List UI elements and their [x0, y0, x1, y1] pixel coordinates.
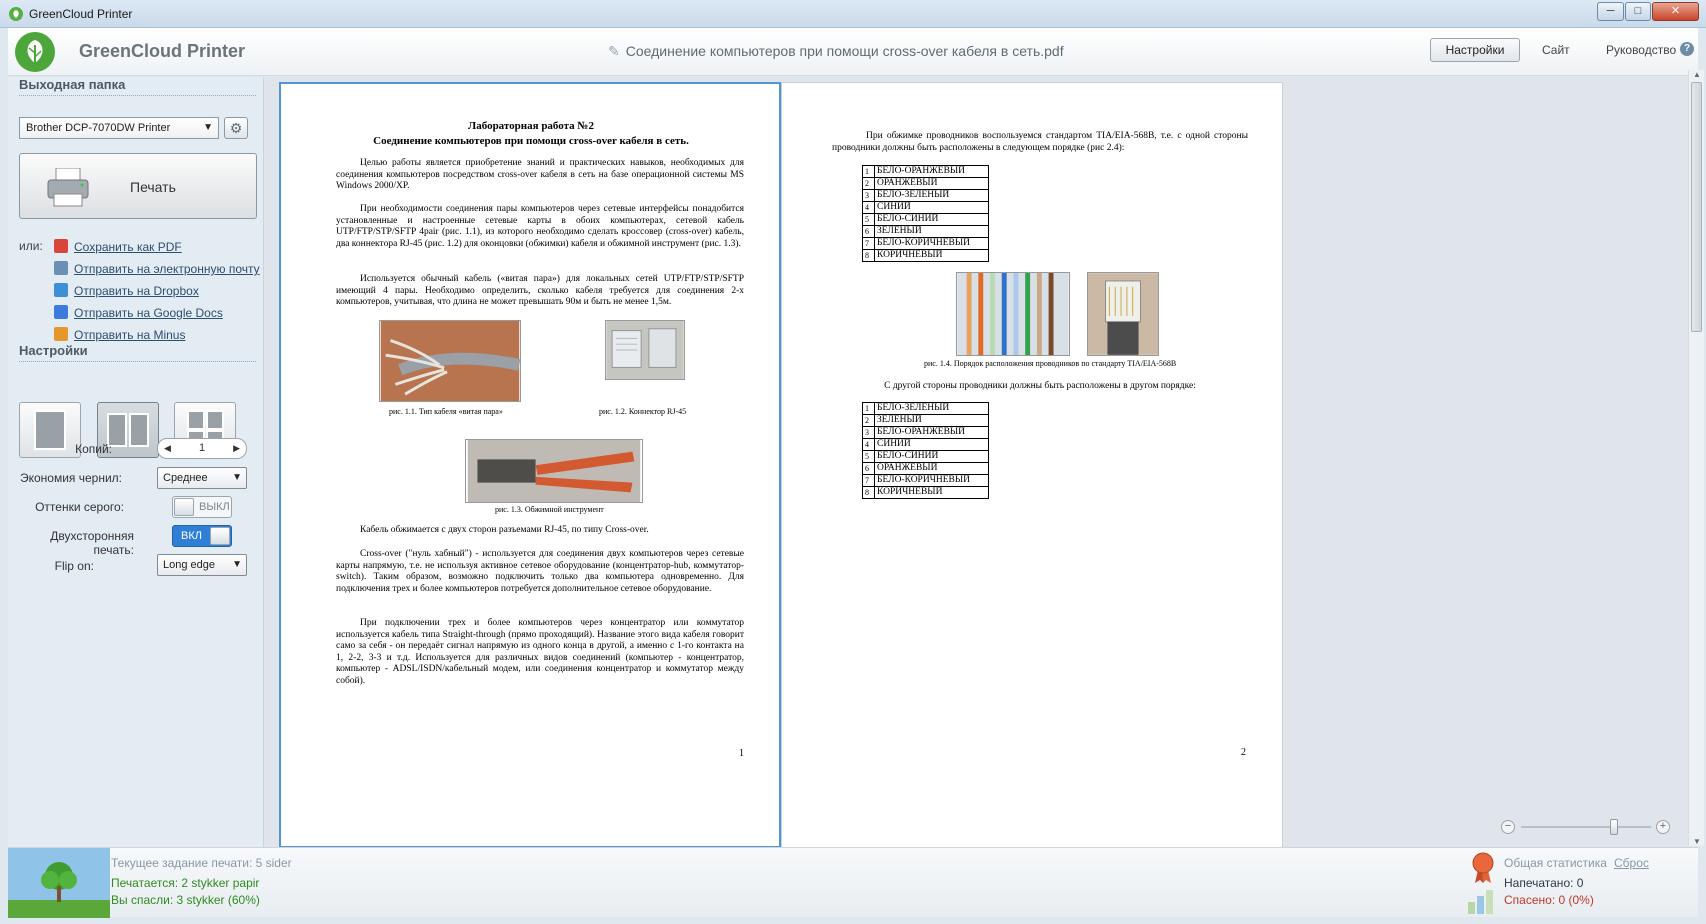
- flip-label: Flip on:: [54, 559, 94, 573]
- table-row: [863, 403, 989, 415]
- wire-color: ЗЕЛЕНЫЙ: [875, 226, 989, 238]
- page-thumb-icon: [206, 410, 224, 430]
- cable-photo: [379, 320, 521, 402]
- dropbox-icon: [54, 283, 68, 297]
- page-thumb-icon: [187, 410, 205, 430]
- wire-order-table-2: [862, 402, 989, 499]
- grayscale-state: ВЫКЛ: [199, 501, 230, 513]
- google-docs-icon: [54, 305, 68, 319]
- chevron-down-icon: ▼: [232, 472, 242, 483]
- wire-number: 3: [863, 190, 875, 202]
- wire-number: 8: [863, 487, 875, 499]
- zoom-in-icon[interactable]: +: [1656, 820, 1670, 834]
- chevron-down-icon: ▼: [203, 122, 213, 133]
- maximize-button[interactable]: □: [1625, 2, 1651, 21]
- printer-icon: [46, 168, 90, 208]
- wires-photo: [956, 272, 1070, 356]
- share-label: Отправить на Minus: [74, 328, 186, 342]
- wire-color: БЕЛО-КОРИЧНЕВЫЙ: [875, 475, 989, 487]
- wire-number: 1: [863, 403, 875, 415]
- saved-text: Вы спасли: 3 stykker (60%): [111, 893, 260, 907]
- settings-title: Настройки: [19, 343, 88, 358]
- share-label: Отправить на Google Docs: [74, 306, 223, 320]
- preview-area: [265, 77, 1689, 847]
- paragraph: При необходимости соединения пары компьютеров через сетевые интерфейсы понадобится установленные и настроенные сетевые карты в обоих компьютерах, сетевой кабель UTP/FTP/STP/SFTP 4pair (рис. 1.1), из которого необходимо сделать кроссовер (cross-over) кабель, два коннектора RJ-45 (рис. 1.2) для оконцовки (обжимки) кабеля и обжимной инструмент (рис. 1.3).: [336, 204, 744, 249]
- increment-icon[interactable]: ▶: [233, 443, 240, 453]
- wire-color: БЕЛО-ОРАНЖЕВЫЙ: [875, 427, 989, 439]
- table-row: [863, 202, 989, 214]
- left-panel: [8, 77, 264, 847]
- wire-color: КОРИЧНЕВЫЙ: [875, 487, 989, 499]
- table-row: [863, 475, 989, 487]
- decrement-icon[interactable]: ◀: [164, 443, 171, 453]
- copies-stepper[interactable]: [157, 438, 247, 459]
- duplex-state: ВКЛ: [181, 530, 202, 542]
- rj45-connector-photo: [605, 320, 685, 380]
- table-row: [863, 178, 989, 190]
- tree-illustration-icon: [8, 848, 110, 918]
- paragraph: С другой стороны проводники должны быть расположены в другом порядке:: [884, 381, 1196, 391]
- figure-caption: рис. 1.3. Обжимной инструмент: [495, 505, 604, 514]
- printer-select[interactable]: [19, 117, 219, 139]
- gear-icon: ⚙: [229, 120, 243, 136]
- grayscale-toggle[interactable]: [172, 496, 232, 518]
- preview-page-2[interactable]: [781, 82, 1283, 848]
- share-label: Отправить на электронную почту: [74, 262, 260, 276]
- print-button[interactable]: [19, 153, 257, 219]
- rj45-photo: [1087, 272, 1159, 356]
- zoom-slider-track[interactable]: [1521, 826, 1651, 828]
- table-row: [863, 214, 989, 226]
- wire-color: ЗЕЛЕНЫЙ: [875, 415, 989, 427]
- output-folder-title: Выходная папка: [19, 77, 126, 92]
- page-heading: Лабораторная работа №2: [468, 120, 594, 132]
- save-as-pdf-link[interactable]: [54, 239, 182, 254]
- document-title[interactable]: [608, 43, 1064, 60]
- divider: [19, 95, 256, 96]
- wire-color: ОРАНЖЕВЫЙ: [875, 463, 989, 475]
- greencloud-logo-icon: [14, 31, 56, 73]
- window-title: GreenCloud Printer: [29, 7, 133, 21]
- zoom-out-icon[interactable]: −: [1501, 820, 1515, 834]
- help-icon[interactable]: ?: [1680, 42, 1694, 56]
- wire-color: БЕЛО-ЗЕЛЕНЫЙ: [875, 403, 989, 415]
- duplex-label: Двухсторонняя печать:: [50, 529, 134, 557]
- scroll-thumb[interactable]: [1691, 82, 1702, 332]
- page-heading: Соединение компьютеров при помощи cross-over кабеля в сеть.: [373, 135, 689, 147]
- copies-label: Копий:: [75, 442, 112, 456]
- wire-color: СИНИЙ: [875, 439, 989, 451]
- flip-value: Long edge: [163, 559, 215, 571]
- guide-link[interactable]: Руководство: [1606, 43, 1677, 57]
- crimping-tool-photo: [465, 439, 643, 503]
- printed-count: Напечатано: 0: [1504, 876, 1584, 890]
- chevron-down-icon: ▼: [232, 559, 242, 570]
- wire-color: БЕЛО-СИНИЙ: [875, 214, 989, 226]
- scroll-up-icon[interactable]: ▲: [1693, 70, 1701, 79]
- table-row: [863, 427, 989, 439]
- zoom-slider-thumb[interactable]: [1610, 819, 1618, 835]
- paragraph: Целью работы является приобретение знаний и практических навыков, необходимых для соединения компьютеров посредством cross-over кабеля в сеть на базе операционной системы MS Windows 2000/XP.: [336, 158, 744, 191]
- wire-number: 4: [863, 202, 875, 214]
- wire-number: 6: [863, 463, 875, 475]
- printer-settings-button[interactable]: [224, 117, 248, 139]
- table-row: [863, 439, 989, 451]
- wire-number: 2: [863, 178, 875, 190]
- send-google-docs-link[interactable]: [54, 305, 223, 320]
- table-row: [863, 451, 989, 463]
- bar-chart-icon: [1466, 886, 1496, 914]
- wire-number: 6: [863, 226, 875, 238]
- toggle-knob: [210, 527, 230, 545]
- wire-number: 5: [863, 214, 875, 226]
- wire-color: БЕЛО-ЗЕЛЕНЫЙ: [875, 190, 989, 202]
- paragraph: При обжимке проводников воспользуемся стандартом TIA/EIA-568B, т.е. с одной стороны проводники должны быть расположены в следующем порядке (рис 2.4):: [832, 131, 1248, 153]
- wire-order-table-1: [862, 165, 989, 262]
- paragraph: Используется обычный кабель («витая пара») для локальных сетей UTP/FTP/STP/SFTP имеющий 4 пары. Необходимо определить, сколько кабеля требуется для соединения 2-х компьютеров, учитывая, что длина не может превышать 90м и быть не менее 1,5м.: [336, 274, 744, 307]
- vertical-scrollbar[interactable]: [1688, 70, 1704, 846]
- printing-text: Печатается: 2 stykker papir: [111, 876, 260, 890]
- copies-value: 1: [198, 442, 206, 454]
- ink-saving-value: Среднее: [163, 472, 208, 484]
- send-dropbox-link[interactable]: [54, 283, 199, 298]
- printer-select-value: Brother DCP-7070DW Printer: [26, 122, 171, 134]
- app-header: [8, 28, 1698, 76]
- wire-color: БЕЛО-СИНИЙ: [875, 451, 989, 463]
- app-leaf-icon: [8, 6, 24, 22]
- grayscale-label: Оттенки серого:: [35, 500, 124, 514]
- status-footer: [8, 847, 1698, 917]
- or-label: или:: [19, 239, 43, 253]
- saved-total: Спасено: 0 (0%): [1504, 893, 1594, 907]
- flip-select[interactable]: [157, 554, 247, 576]
- table-row: [863, 463, 989, 475]
- table-row: [863, 250, 989, 262]
- table-row: [863, 487, 989, 499]
- settings-button[interactable]: Настройки: [1430, 38, 1520, 62]
- paragraph: Кабель обжимается с двух сторон разъемами RJ-45, по типу Cross-over.: [360, 525, 649, 535]
- current-job-text: Текущее задание печати: 5 sider: [111, 856, 292, 870]
- minimize-button[interactable]: ─: [1597, 2, 1624, 21]
- wire-number: 5: [863, 451, 875, 463]
- wire-color: БЕЛО-ОРАНЖЕВЫЙ: [875, 166, 989, 178]
- figure-caption: рис. 1.2. Коннектор RJ-45: [599, 407, 687, 416]
- wire-number: 4: [863, 439, 875, 451]
- award-ribbon-icon: [1470, 852, 1496, 884]
- send-minus-link[interactable]: [54, 327, 185, 342]
- figure-caption: рис. 1.1. Тип кабеля «витая пара»: [389, 407, 503, 416]
- divider: [19, 361, 256, 362]
- wire-color: КОРИЧНЕВЫЙ: [875, 250, 989, 262]
- wire-number: 3: [863, 427, 875, 439]
- table-row: [863, 226, 989, 238]
- brand-name: GreenCloud Printer: [79, 41, 246, 61]
- close-button[interactable]: ✕: [1652, 2, 1699, 21]
- paragraph: При подключении трех и более компьютеров через концентратор или коммутатор используется кабель типа Straight-through (прямо проходящий). Название этого вида кабеля говорит само за себя - он передаёт сигнал напрямую из одного конца в другой, а именно с 1-го контакта на 1, 2-2, 3-3 и т.д. Используется для различных видов соединений (компьютер - концентратор, компьютер - ADSL/ISDN/кабельный модем, или соединения концентратор и коммутатор между собой).: [336, 618, 744, 686]
- table-row: [863, 238, 989, 250]
- table-row: [863, 415, 989, 427]
- share-label: Отправить на Dropbox: [74, 284, 199, 298]
- wire-color: ОРАНЖЕВЫЙ: [875, 178, 989, 190]
- wire-number: 2: [863, 415, 875, 427]
- document-title-text: Соединение компьютеров при помощи cross-over кабеля в сеть.pdf: [625, 43, 1064, 59]
- wire-number: 7: [863, 475, 875, 487]
- ink-saving-select[interactable]: [157, 467, 247, 489]
- wire-number: 7: [863, 238, 875, 250]
- send-email-link[interactable]: [54, 261, 260, 276]
- scroll-down-icon[interactable]: ▼: [1693, 837, 1701, 846]
- figure-caption: рис. 1.4. Порядок расположения проводников по стандарту TIA/EIA-568B: [924, 359, 1177, 368]
- preview-page-1[interactable]: [279, 82, 781, 848]
- minus-icon: [54, 327, 68, 341]
- wire-number: 8: [863, 250, 875, 262]
- page-number: 2: [1241, 747, 1246, 758]
- table-row: [863, 166, 989, 178]
- site-link[interactable]: Сайт: [1542, 43, 1570, 57]
- pdf-icon: [54, 239, 68, 253]
- share-label: Сохранить как PDF: [74, 240, 182, 254]
- pencil-icon: ✎: [608, 43, 620, 59]
- wire-color: БЕЛО-КОРИЧНЕВЫЙ: [875, 238, 989, 250]
- page-number: 1: [739, 748, 744, 759]
- print-button-label: Печать: [130, 179, 176, 195]
- reset-stats-link[interactable]: Сброс: [1614, 856, 1649, 870]
- paragraph: Cross-over ("нуль хабный") - используется для соединения двух компьютеров через сетевые карты напрямую, т.е. не используя активное сетевое оборудование (концентратор-hub, коммутатор-switch). Таким образом, возможно подключить только два компьютера одновременно. Для подключения трех и более компьютеров потребуется дополнительное сетевое оборудование.: [336, 549, 744, 594]
- wire-number: 1: [863, 166, 875, 178]
- table-row: [863, 190, 989, 202]
- window-titlebar: [0, 0, 1706, 28]
- toggle-knob: [174, 498, 194, 516]
- stats-title: Общая статистика: [1504, 856, 1607, 870]
- ink-saving-label: Экономия чернил:: [19, 471, 122, 485]
- email-icon: [54, 261, 68, 275]
- duplex-toggle[interactable]: [172, 525, 232, 547]
- wire-color: СИНИЙ: [875, 202, 989, 214]
- page-thumb-icon: [129, 413, 149, 447]
